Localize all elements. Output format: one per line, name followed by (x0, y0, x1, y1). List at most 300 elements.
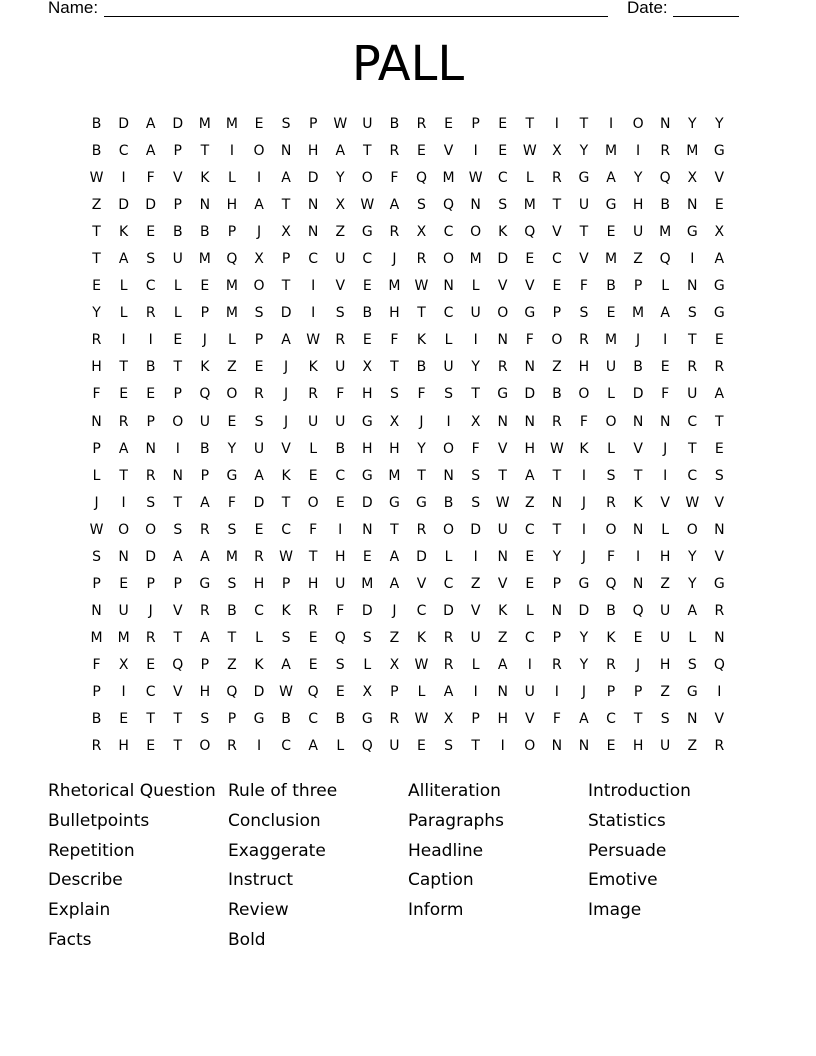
grid-letter[interactable]: O (443, 521, 455, 538)
grid-letter[interactable]: P (633, 278, 643, 295)
grid-letter[interactable]: P (471, 711, 480, 728)
grid-letter[interactable]: V (714, 170, 725, 187)
grid-letter[interactable]: O (361, 170, 373, 187)
grid-letter[interactable]: Q (226, 683, 238, 700)
grid-letter[interactable]: I (121, 170, 126, 187)
grid-letter[interactable]: V (470, 602, 481, 619)
grid-letter[interactable]: B (91, 116, 102, 132)
grid-letter[interactable]: B (227, 602, 237, 619)
grid-letter[interactable]: N (199, 197, 211, 214)
grid-letter[interactable]: R (416, 116, 427, 132)
grid-letter[interactable]: U (660, 629, 671, 646)
grid-letter[interactable]: V (416, 575, 427, 592)
grid-letter[interactable]: L (444, 548, 453, 565)
grid-letter[interactable]: H (199, 683, 211, 700)
grid-letter[interactable]: G (226, 467, 238, 484)
grid-letter[interactable]: L (119, 278, 128, 295)
grid-letter[interactable]: B (200, 224, 210, 241)
grid-letter[interactable]: A (714, 386, 725, 403)
grid-letter[interactable]: E (308, 629, 318, 646)
grid-letter[interactable]: P (173, 197, 182, 214)
grid-letter[interactable]: O (172, 413, 184, 430)
grid-letter[interactable]: I (446, 413, 451, 430)
grid-letter[interactable]: R (308, 386, 319, 403)
grid-letter[interactable]: T (92, 224, 101, 241)
grid-letter[interactable]: A (525, 467, 535, 484)
grid-letter[interactable]: O (253, 143, 265, 160)
grid-letter[interactable]: K (606, 629, 616, 646)
grid-letter[interactable]: Y (552, 548, 562, 565)
grid-letter[interactable]: O (443, 440, 455, 457)
grid-letter[interactable]: H (362, 440, 373, 457)
grid-letter[interactable]: M (225, 116, 238, 132)
grid-letter[interactable]: D (578, 602, 590, 619)
grid-letter[interactable]: X (362, 683, 373, 700)
grid-letter[interactable]: E (146, 656, 156, 673)
grid-letter[interactable]: I (663, 467, 668, 484)
grid-letter[interactable]: X (281, 224, 291, 241)
grid-letter[interactable]: C (118, 143, 129, 160)
grid-letter[interactable]: V (335, 278, 346, 295)
grid-letter[interactable]: N (497, 413, 508, 430)
grid-letter[interactable]: I (581, 521, 587, 538)
grid-letter[interactable]: M (225, 305, 238, 322)
grid-letter[interactable]: A (497, 656, 508, 673)
grid-letter[interactable]: A (200, 629, 210, 646)
grid-letter[interactable]: L (607, 386, 615, 403)
grid-letter[interactable]: M (388, 467, 401, 484)
grid-letter[interactable]: N (497, 332, 508, 349)
grid-letter[interactable]: E (362, 278, 372, 295)
grid-letter[interactable]: T (633, 467, 643, 484)
grid-letter[interactable]: N (551, 494, 563, 511)
grid-letter[interactable]: Q (307, 683, 319, 700)
grid-letter[interactable]: J (581, 683, 587, 700)
grid-letter[interactable]: U (335, 413, 346, 430)
grid-letter[interactable]: P (173, 575, 182, 592)
grid-letter[interactable]: N (551, 738, 563, 755)
grid-letter[interactable]: V (714, 494, 725, 511)
grid-letter[interactable]: E (362, 332, 372, 349)
grid-letter[interactable]: T (173, 711, 183, 728)
grid-letter[interactable]: S (146, 494, 156, 511)
grid-letter[interactable]: G (361, 413, 373, 430)
grid-letter[interactable]: T (363, 143, 372, 160)
grid-letter[interactable]: E (146, 738, 156, 755)
grid-letter[interactable]: K (281, 467, 291, 484)
grid-letter[interactable]: M (225, 278, 238, 295)
grid-letter[interactable]: E (254, 359, 264, 376)
grid-letter[interactable]: X (416, 224, 427, 241)
grid-letter[interactable]: X (470, 413, 481, 430)
grid-letter[interactable]: S (714, 467, 724, 484)
grid-letter[interactable]: D (361, 494, 373, 511)
grid-letter[interactable]: Z (660, 575, 670, 592)
grid-letter[interactable]: S (444, 386, 453, 403)
grid-letter[interactable]: S (146, 251, 156, 268)
grid-letter[interactable]: S (335, 656, 345, 673)
grid-letter[interactable]: R (308, 602, 319, 619)
grid-letter[interactable]: A (118, 440, 129, 457)
grid-letter[interactable]: U (308, 413, 319, 430)
grid-letter[interactable]: W (279, 548, 293, 565)
grid-letter[interactable]: P (471, 116, 480, 132)
grid-letter[interactable]: Z (227, 656, 237, 673)
grid-letter[interactable]: H (307, 143, 319, 160)
grid-letter[interactable]: F (661, 386, 670, 403)
grid-letter[interactable]: E (308, 467, 318, 484)
grid-letter[interactable]: C (308, 711, 319, 728)
grid-letter[interactable]: S (254, 305, 264, 322)
grid-letter[interactable]: P (92, 440, 101, 457)
grid-letter[interactable]: Z (389, 629, 400, 646)
grid-letter[interactable]: I (121, 332, 126, 349)
grid-letter[interactable]: C (335, 467, 346, 484)
grid-letter[interactable]: V (633, 440, 643, 457)
grid-letter[interactable]: D (632, 386, 644, 403)
grid-letter[interactable]: Z (633, 251, 643, 268)
grid-letter[interactable]: H (389, 440, 400, 457)
grid-letter[interactable]: A (172, 548, 183, 565)
grid-letter[interactable]: F (579, 278, 588, 295)
grid-letter[interactable]: S (200, 711, 210, 728)
grid-letter[interactable]: R (714, 359, 725, 376)
grid-letter[interactable]: V (660, 494, 670, 511)
grid-letter[interactable]: V (497, 440, 508, 457)
grid-letter[interactable]: N (659, 413, 671, 430)
grid-letter[interactable]: E (173, 332, 183, 349)
grid-letter[interactable]: A (579, 711, 589, 728)
grid-letter[interactable]: R (714, 738, 725, 755)
grid-letter[interactable]: E (92, 278, 101, 295)
grid-letter[interactable]: U (497, 521, 508, 538)
grid-letter[interactable]: R (389, 224, 400, 241)
grid-letter[interactable]: T (308, 548, 318, 565)
grid-letter[interactable]: P (146, 413, 155, 430)
grid-letter[interactable]: N (687, 278, 698, 295)
grid-letter[interactable]: E (525, 251, 535, 268)
grid-letter[interactable]: T (715, 413, 724, 430)
grid-letter[interactable]: D (118, 197, 129, 214)
grid-letter[interactable]: S (281, 629, 291, 646)
grid-letter[interactable]: C (145, 278, 156, 295)
grid-letter[interactable]: G (713, 143, 725, 160)
grid-letter[interactable]: S (254, 413, 264, 430)
grid-letter[interactable]: K (254, 656, 264, 673)
grid-letter[interactable]: U (118, 602, 129, 619)
grid-letter[interactable]: Z (660, 683, 670, 700)
grid-letter[interactable]: X (254, 251, 264, 268)
grid-letter[interactable]: E (227, 413, 237, 430)
grid-letter[interactable]: K (119, 224, 129, 241)
grid-letter[interactable]: I (338, 521, 343, 538)
grid-letter[interactable]: V (281, 440, 291, 457)
grid-letter[interactable]: Y (579, 629, 589, 646)
grid-letter[interactable]: J (202, 332, 207, 349)
grid-letter[interactable]: Z (497, 629, 508, 646)
grid-letter[interactable]: I (175, 440, 180, 457)
grid-letter[interactable]: K (281, 602, 291, 619)
grid-letter[interactable]: R (389, 711, 400, 728)
grid-letter[interactable]: P (227, 224, 237, 241)
grid-letter[interactable]: U (660, 738, 671, 755)
grid-letter[interactable]: J (419, 413, 424, 430)
grid-letter[interactable]: W (414, 711, 429, 728)
grid-letter[interactable]: Y (715, 116, 724, 132)
grid-letter[interactable]: F (525, 332, 534, 349)
grid-letter[interactable]: T (227, 629, 237, 646)
grid-letter[interactable]: L (255, 629, 263, 646)
grid-letter[interactable]: B (660, 197, 670, 214)
grid-letter[interactable]: M (388, 278, 401, 295)
grid-letter[interactable]: P (200, 305, 210, 322)
grid-letter[interactable]: H (578, 359, 590, 376)
grid-letter[interactable]: O (145, 521, 157, 538)
grid-letter[interactable]: U (199, 413, 210, 430)
grid-letter[interactable]: H (118, 738, 129, 755)
grid-letter[interactable]: D (524, 386, 536, 403)
grid-letter[interactable]: L (119, 305, 128, 322)
grid-letter[interactable]: I (663, 332, 668, 349)
grid-letter[interactable]: Z (524, 494, 535, 511)
grid-letter[interactable]: N (524, 359, 536, 376)
grid-letter[interactable]: D (361, 602, 373, 619)
grid-letter[interactable]: I (256, 738, 262, 755)
grid-letter[interactable]: B (91, 711, 102, 728)
grid-letter[interactable]: T (119, 359, 128, 376)
grid-letter[interactable]: L (92, 467, 101, 484)
grid-letter[interactable]: T (471, 738, 480, 755)
grid-letter[interactable]: A (389, 197, 400, 214)
grid-letter[interactable]: R (443, 629, 454, 646)
grid-letter[interactable]: J (284, 359, 289, 376)
grid-letter[interactable]: N (443, 278, 454, 295)
grid-letter[interactable]: V (552, 224, 562, 241)
grid-letter[interactable]: E (498, 143, 508, 160)
grid-letter[interactable]: B (389, 116, 400, 132)
grid-letter[interactable]: Z (91, 197, 102, 214)
name-blank-line[interactable] (104, 16, 608, 17)
grid-letter[interactable]: P (281, 251, 291, 268)
grid-letter[interactable]: E (525, 548, 535, 565)
grid-letter[interactable]: T (281, 197, 291, 214)
grid-letter[interactable]: T (173, 629, 183, 646)
grid-letter[interactable]: O (605, 521, 617, 538)
grid-letter[interactable]: U (335, 359, 346, 376)
grid-letter[interactable]: P (552, 629, 562, 646)
grid-letter[interactable]: J (581, 494, 587, 511)
grid-letter[interactable]: A (200, 548, 210, 565)
grid-letter[interactable]: V (172, 683, 183, 700)
grid-letter[interactable]: N (172, 467, 184, 484)
grid-letter[interactable]: D (145, 197, 157, 214)
grid-letter[interactable]: E (308, 656, 318, 673)
grid-letter[interactable]: S (335, 305, 345, 322)
grid-letter[interactable]: O (118, 521, 130, 538)
grid-letter[interactable]: A (200, 494, 210, 511)
grid-letter[interactable]: T (119, 467, 128, 484)
grid-letter[interactable]: F (336, 602, 345, 619)
grid-letter[interactable]: J (663, 440, 668, 457)
grid-letter[interactable]: G (578, 170, 590, 187)
grid-letter[interactable]: S (660, 711, 670, 728)
grid-letter[interactable]: U (362, 116, 373, 132)
grid-letter[interactable]: X (118, 656, 129, 673)
grid-letter[interactable]: Q (415, 170, 427, 187)
grid-letter[interactable]: A (443, 683, 454, 700)
grid-letter[interactable]: F (309, 521, 318, 538)
grid-letter[interactable]: A (714, 251, 725, 268)
grid-letter[interactable]: A (254, 467, 264, 484)
grid-letter[interactable]: T (633, 711, 643, 728)
grid-letter[interactable]: P (92, 683, 101, 700)
grid-letter[interactable]: U (524, 683, 535, 700)
grid-letter[interactable]: L (607, 440, 615, 457)
grid-letter[interactable]: S (579, 305, 589, 322)
grid-letter[interactable]: T (281, 494, 291, 511)
grid-letter[interactable]: N (632, 521, 644, 538)
grid-letter[interactable]: W (414, 656, 429, 673)
grid-letter[interactable]: N (145, 440, 156, 457)
grid-letter[interactable]: T (281, 278, 291, 295)
grid-letter[interactable]: S (687, 305, 697, 322)
grid-letter[interactable]: B (335, 440, 346, 457)
grid-letter[interactable]: R (552, 413, 562, 430)
grid-letter[interactable]: F (471, 440, 480, 457)
grid-letter[interactable]: V (714, 548, 725, 565)
grid-letter[interactable]: I (473, 143, 478, 160)
grid-letter[interactable]: W (414, 278, 429, 295)
grid-letter[interactable]: F (579, 413, 588, 430)
grid-letter[interactable]: G (713, 575, 725, 592)
grid-letter[interactable]: I (500, 738, 505, 755)
grid-letter[interactable]: R (145, 305, 156, 322)
grid-letter[interactable]: D (172, 116, 184, 132)
grid-letter[interactable]: Y (92, 305, 101, 322)
grid-letter[interactable]: P (173, 143, 182, 160)
grid-letter[interactable]: C (443, 575, 454, 592)
grid-letter[interactable]: C (308, 251, 319, 268)
grid-letter[interactable]: B (145, 359, 156, 376)
grid-letter[interactable]: P (146, 575, 155, 592)
grid-letter[interactable]: V (497, 575, 508, 592)
grid-letter[interactable]: I (717, 683, 722, 700)
grid-letter[interactable]: W (495, 494, 510, 511)
grid-letter[interactable]: K (633, 494, 643, 511)
grid-letter[interactable]: X (443, 711, 454, 728)
grid-letter[interactable]: H (253, 575, 265, 592)
grid-letter[interactable]: K (200, 170, 210, 187)
grid-letter[interactable]: U (578, 197, 590, 214)
grid-letter[interactable]: G (416, 494, 427, 511)
grid-letter[interactable]: Q (334, 629, 346, 646)
grid-letter[interactable]: A (389, 548, 400, 565)
grid-letter[interactable]: Q (226, 251, 238, 268)
grid-letter[interactable]: P (254, 332, 264, 349)
grid-letter[interactable]: P (606, 683, 616, 700)
grid-letter[interactable]: S (173, 521, 183, 538)
grid-letter[interactable]: R (714, 602, 725, 619)
grid-letter[interactable]: I (473, 548, 478, 565)
grid-letter[interactable]: S (606, 467, 616, 484)
grid-letter[interactable]: S (389, 386, 399, 403)
grid-letter[interactable]: A (145, 143, 156, 160)
grid-letter[interactable]: O (199, 738, 211, 755)
grid-letter[interactable]: P (308, 116, 318, 132)
grid-letter[interactable]: Y (471, 359, 480, 376)
grid-letter[interactable]: F (552, 711, 561, 728)
grid-letter[interactable]: N (632, 413, 644, 430)
grid-letter[interactable]: M (604, 251, 618, 268)
grid-letter[interactable]: R (497, 359, 508, 376)
grid-letter[interactable]: R (254, 548, 264, 565)
grid-letter[interactable]: Q (659, 251, 671, 268)
grid-letter[interactable]: F (92, 656, 101, 673)
grid-letter[interactable]: X (335, 197, 346, 214)
grid-letter[interactable]: C (443, 305, 454, 322)
grid-letter[interactable]: V (172, 602, 183, 619)
grid-letter[interactable]: U (687, 386, 698, 403)
grid-letter[interactable]: N (443, 467, 454, 484)
grid-letter[interactable]: D (443, 602, 454, 619)
grid-letter[interactable]: J (392, 251, 397, 268)
grid-letter[interactable]: T (417, 467, 426, 484)
grid-letter[interactable]: T (525, 116, 535, 132)
grid-letter[interactable]: O (253, 278, 265, 295)
grid-letter[interactable]: L (417, 683, 426, 700)
grid-letter[interactable]: J (284, 386, 289, 403)
grid-letter[interactable]: Q (361, 738, 373, 755)
grid-letter[interactable]: N (118, 548, 129, 565)
grid-letter[interactable]: P (227, 711, 237, 728)
grid-letter[interactable]: W (89, 521, 104, 538)
grid-letter[interactable]: A (335, 143, 346, 160)
grid-letter[interactable]: O (307, 494, 319, 511)
grid-letter[interactable]: E (254, 116, 264, 132)
grid-letter[interactable]: Y (579, 656, 589, 673)
grid-letter[interactable]: O (524, 738, 536, 755)
grid-letter[interactable]: A (254, 197, 264, 214)
grid-letter[interactable]: Z (687, 738, 698, 755)
grid-letter[interactable]: D (253, 683, 265, 700)
grid-letter[interactable]: C (281, 521, 291, 538)
grid-letter[interactable]: B (91, 143, 102, 160)
grid-letter[interactable]: E (335, 683, 345, 700)
grid-letter[interactable]: R (389, 143, 400, 160)
grid-letter[interactable]: G (524, 305, 536, 322)
grid-letter[interactable]: C (687, 413, 698, 430)
grid-letter[interactable]: K (498, 602, 508, 619)
grid-letter[interactable]: E (552, 278, 562, 295)
grid-letter[interactable]: U (253, 440, 265, 457)
grid-letter[interactable]: R (145, 467, 156, 484)
grid-letter[interactable]: I (554, 116, 559, 132)
grid-letter[interactable]: E (606, 224, 616, 241)
grid-letter[interactable]: K (416, 629, 427, 646)
grid-letter[interactable]: D (145, 548, 157, 565)
grid-letter[interactable]: P (633, 683, 643, 700)
grid-letter[interactable]: B (172, 224, 183, 241)
grid-letter[interactable]: F (146, 170, 155, 187)
grid-letter[interactable]: F (417, 386, 426, 403)
grid-letter[interactable]: C (443, 224, 454, 241)
grid-letter[interactable]: E (417, 143, 426, 160)
grid-letter[interactable]: S (471, 494, 481, 511)
grid-letter[interactable]: R (552, 656, 562, 673)
grid-letter[interactable]: Z (470, 575, 481, 592)
grid-letter[interactable]: Q (172, 656, 184, 673)
grid-letter[interactable]: Q (605, 575, 617, 592)
